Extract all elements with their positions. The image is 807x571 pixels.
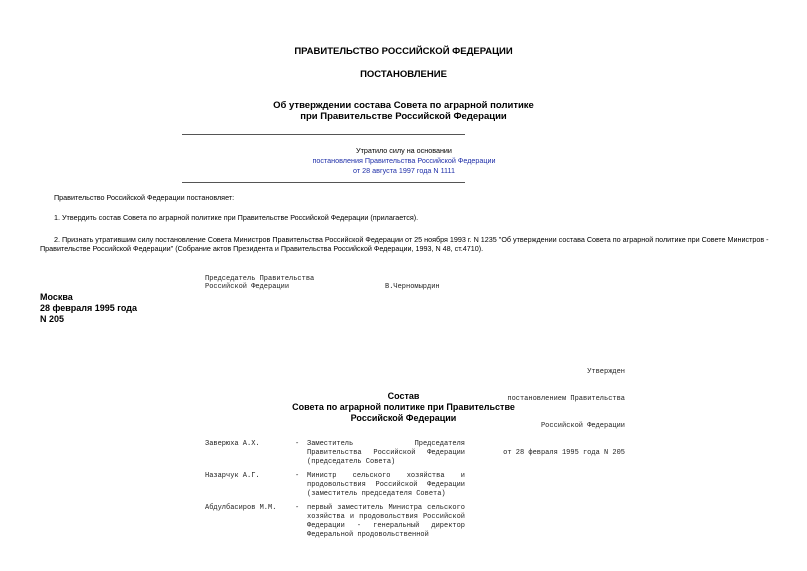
member-role: Министр сельского хозяйства и продовольствия Российской Федерации (заместитель председателя Совета) — [307, 472, 465, 498]
member-dash: - — [295, 472, 300, 480]
item-1-paragraph: 1. Утвердить состав Совета по аграрной политике при Правительстве Российской Федерации (прилагается). — [54, 213, 419, 222]
approval-line-3: Российской Федерации — [540, 422, 625, 430]
divider-top — [182, 134, 465, 135]
member-role: Заместитель Председателя Правительства Российской Федерации (председатель Совета) — [307, 440, 465, 466]
approval-line-2: постановлением Правительства — [507, 395, 625, 403]
item-2-paragraph-line-2: Правительстве Российской Федерации" (Собрание актов Президента и Правительства Российской Федерации, 1993, N 48, ст.4710). — [40, 244, 484, 253]
signatory-position-line-2: Российской Федерации — [205, 283, 290, 291]
revocation-link-line-1[interactable]: постановления Правительства Российской Федерации — [312, 156, 496, 165]
composition-title-line-1: Состав — [387, 391, 420, 401]
member-name: Назарчук А.Г. — [205, 472, 260, 480]
intro-paragraph: Правительство Российской Федерации постановляет: — [54, 193, 235, 202]
document-title-line-1: Об утверждении состава Совета по аграрной политике — [273, 100, 534, 111]
member-name: Заверюха А.Х. — [205, 440, 260, 448]
government-heading: ПРАВИТЕЛЬСТВО РОССИЙСКОЙ ФЕДЕРАЦИИ — [294, 46, 513, 57]
composition-title-line-2: Совета по аграрной политике при Правительстве — [292, 402, 515, 412]
signatory-position-line-1: Председатель Правительства — [205, 275, 315, 283]
signatory-name: В.Черномырдин — [385, 283, 440, 291]
document-type-heading: ПОСТАНОВЛЕНИЕ — [360, 69, 447, 80]
revocation-link-line-2[interactable]: от 28 августа 1997 года N 1111 — [353, 166, 455, 175]
place-date-block — [40, 292, 137, 325]
revocation-note-line-1: Утратило силу на основании — [356, 146, 452, 155]
revocation-note — [312, 146, 496, 176]
member-dash: - — [295, 504, 300, 512]
member-role: первый заместитель Министра сельского хозяйства и продовольствия Российской Федерации - генеральный директор Федеральной продовольственной — [307, 504, 465, 539]
composition-title-line-3: Российской Федерации — [350, 413, 457, 423]
city: Москва — [40, 292, 73, 302]
composition-title — [0, 391, 807, 424]
member-dash: - — [295, 440, 300, 448]
approval-line-1: Утвержден — [587, 368, 625, 376]
member-name: Абдулбасиров М.М. — [205, 504, 277, 512]
item-2-paragraph-line-1: 2. Признать утратившим силу постановление Совета Министров Правительства Российской Федерации от 25 ноября 1993 г. N 1235 "Об утверждении состава Совета по аграрной политике при Совете Министров - — [54, 235, 769, 244]
approval-line-4: от 28 февраля 1995 года N 205 — [503, 449, 625, 457]
date: 28 февраля 1995 года — [40, 303, 138, 313]
divider-bottom — [182, 182, 465, 183]
document-title-line-2: при Правительстве Российской Федерации — [300, 111, 507, 122]
document-number: N 205 — [40, 314, 65, 324]
